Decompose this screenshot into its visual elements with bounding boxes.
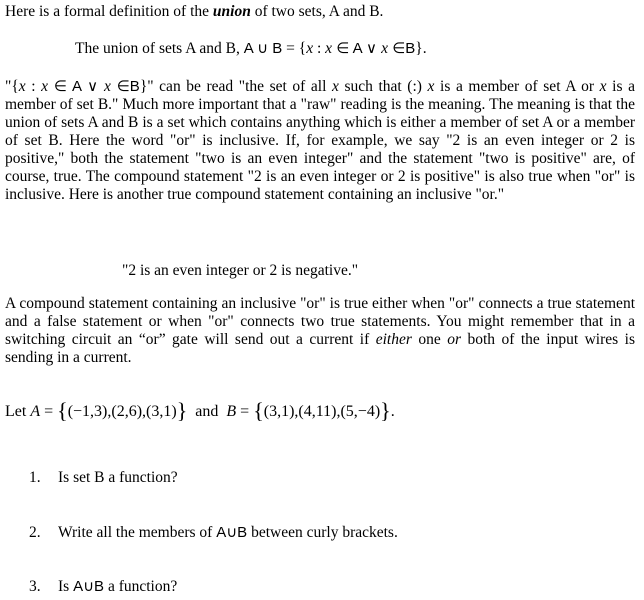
var-x: x [332,78,339,95]
brace-open: { [57,398,68,423]
either-emphasis: either [375,331,412,348]
compound-paragraph [5,295,635,367]
question-1 [0,469,644,489]
question-text-part: Is [58,578,74,595]
brace-close: } [380,398,391,423]
var-x: x [18,78,26,95]
question-text-part: a function? [104,578,178,595]
or-emphasis: or [447,331,461,348]
var-x: x [306,40,314,57]
brace-open: { [253,398,264,423]
question-2 [0,524,644,544]
set-b-elements: (3,1),(4,11),(5,−4) [263,403,381,420]
intro-paragraph [5,3,635,21]
definition-lead: The union of sets A and B, [75,40,244,57]
union-emphasis: union [212,3,251,20]
set-b-name: B [226,403,237,420]
in-a-or: ∈ A ∨ [48,78,104,95]
var-x: x [103,78,111,95]
var-x: x [325,40,333,57]
period: . [390,403,395,420]
definition-eq: = { [282,40,307,57]
union-symbol: A ∪ B [243,40,283,57]
equals: = [40,403,58,420]
explanation-text: is a member of set B." Much more important that a "raw" reading is the meaning. The meaning is that the union of sets A and B is a set which contains anything which is either a member of set A or a member of set B. Here the word "or" is inclusive. If, for example, we say "2 is an even integer or 2 is positive," both the statement "two is an even integer" and the statement "two is positive" are, of course, true. The compound statement "2 is an even integer or 2 is positive" is also true when "or" is inclusive. Here is another true compound statement containing an inclusive "or." [5,78,635,203]
in-b: ∈B [110,78,140,95]
intro-text-end: of two sets, A and B. [250,3,384,20]
union-symbol: A∪B [73,578,105,595]
colon: : [25,78,42,95]
brace-close: } [176,398,188,423]
compound-text: one [411,331,448,348]
explanation-text: can be read "the set of all [153,78,332,95]
question-number: 2. [29,524,41,541]
set-definitions [5,398,395,423]
in-a-or: ∈ A ∨ [332,40,382,57]
union-definition [75,40,427,58]
set-a-elements: (−1,3),(2,6),(3,1) [67,403,177,420]
explanation-text: such that (:) [338,78,428,95]
explanation-paragraph [5,78,635,204]
compound-text: A compound statement containing an inclusive "or" is true either when "or" connects a true statement and a false statement or when "or" connects two true statements. You might remember that in a switching circuit an “or” gate will send out a current if [5,295,635,348]
question-text [58,578,177,596]
question-text-part: Write all the members of [58,524,217,541]
definition-close: }. [415,40,427,57]
var-x: x [381,40,389,57]
colon: : [313,40,326,57]
quote-close: }" [139,78,154,95]
question-text-part: between curly brackets. [247,524,398,541]
explanation-text: is a member of set A or [434,78,600,95]
in-b: ∈B [388,40,416,57]
question-text [58,524,398,542]
question-number: 1. [29,469,41,486]
question-text: Is set B a function? [58,469,178,486]
equals: = [236,403,254,420]
var-x: x [427,78,435,95]
question-3 [0,578,644,598]
var-x: x [41,78,49,95]
union-symbol: A∪B [216,524,248,541]
question-number: 3. [29,578,41,595]
set-a-name: A [30,403,41,420]
var-x: x [599,78,607,95]
example-statement: "2 is an even integer or 2 is negative." [122,262,359,279]
let-text: Let [5,403,31,420]
compound-text: both of the input wires is sending in a current. [5,331,635,366]
and-text: and [187,403,227,420]
quote-open: "{ [5,78,19,95]
intro-text: Here is a formal definition of the [5,3,213,20]
